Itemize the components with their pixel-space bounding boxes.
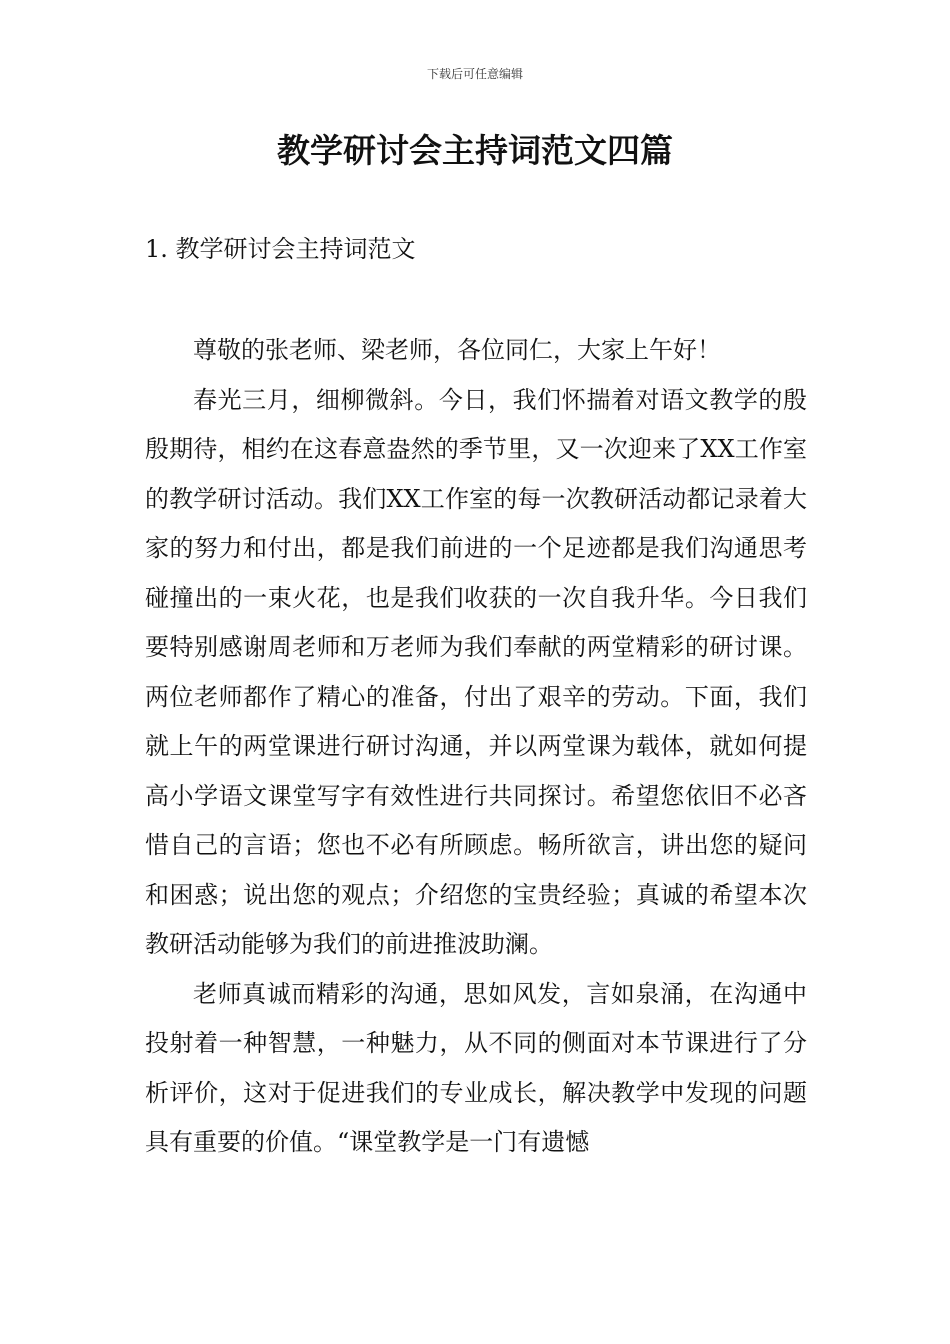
section-heading: 1. 教学研讨会主持词范文 (145, 235, 416, 263)
paragraph-greeting: 尊敬的张老师、梁老师，各位同仁，大家上午好！ (193, 336, 721, 364)
header-note: 下载后可任意编辑 (426, 67, 523, 81)
paragraph-opening: 春光三月，细柳微斜。今日，我们怀揣着对语文教学的殷殷期待，相约在这春意盎然的季节里，又一次迎来了XX工作室的教学研讨活动。我们XX工作室的每一次教研活动都记录着大家的努力和付出，都是我们前进的一个足迹都是我们沟通思考碰撞出的一束火花，也是我们收获的一次自我升华。今日我们要特别感谢周老师和万老师为我们奉献的两堂精彩的研讨课。两位老师都作了精心的准备，付出了艰辛的劳动。下面，我们就上午的两堂课进行研讨沟通，并以两堂课为载体，就如何提高小学语文课堂写字有效性进行共同探讨。希望您依旧不必吝惜自己的言语；您也不必有所顾虑。畅所欲言，讲出您的疑问和困惑；说出您的观点；介绍您的宝贵经验；真诚的希望本次教研活动能够为我们的前进推波助澜。 (145, 385, 807, 958)
document-title: 教学研讨会主持词范文四篇 (277, 131, 673, 170)
paragraph-summary: 老师真诚而精彩的沟通，思如风发，言如泉涌，在沟通中投射着一种智慧，一种魅力，从不同的侧面对本节课进行了分析评价，这对于促进我们的专业成长，解决教学中发现的问题具有重要的价值。“课堂教学是一门有遗憾 (145, 979, 807, 1156)
document-body (145, 326, 807, 1168)
